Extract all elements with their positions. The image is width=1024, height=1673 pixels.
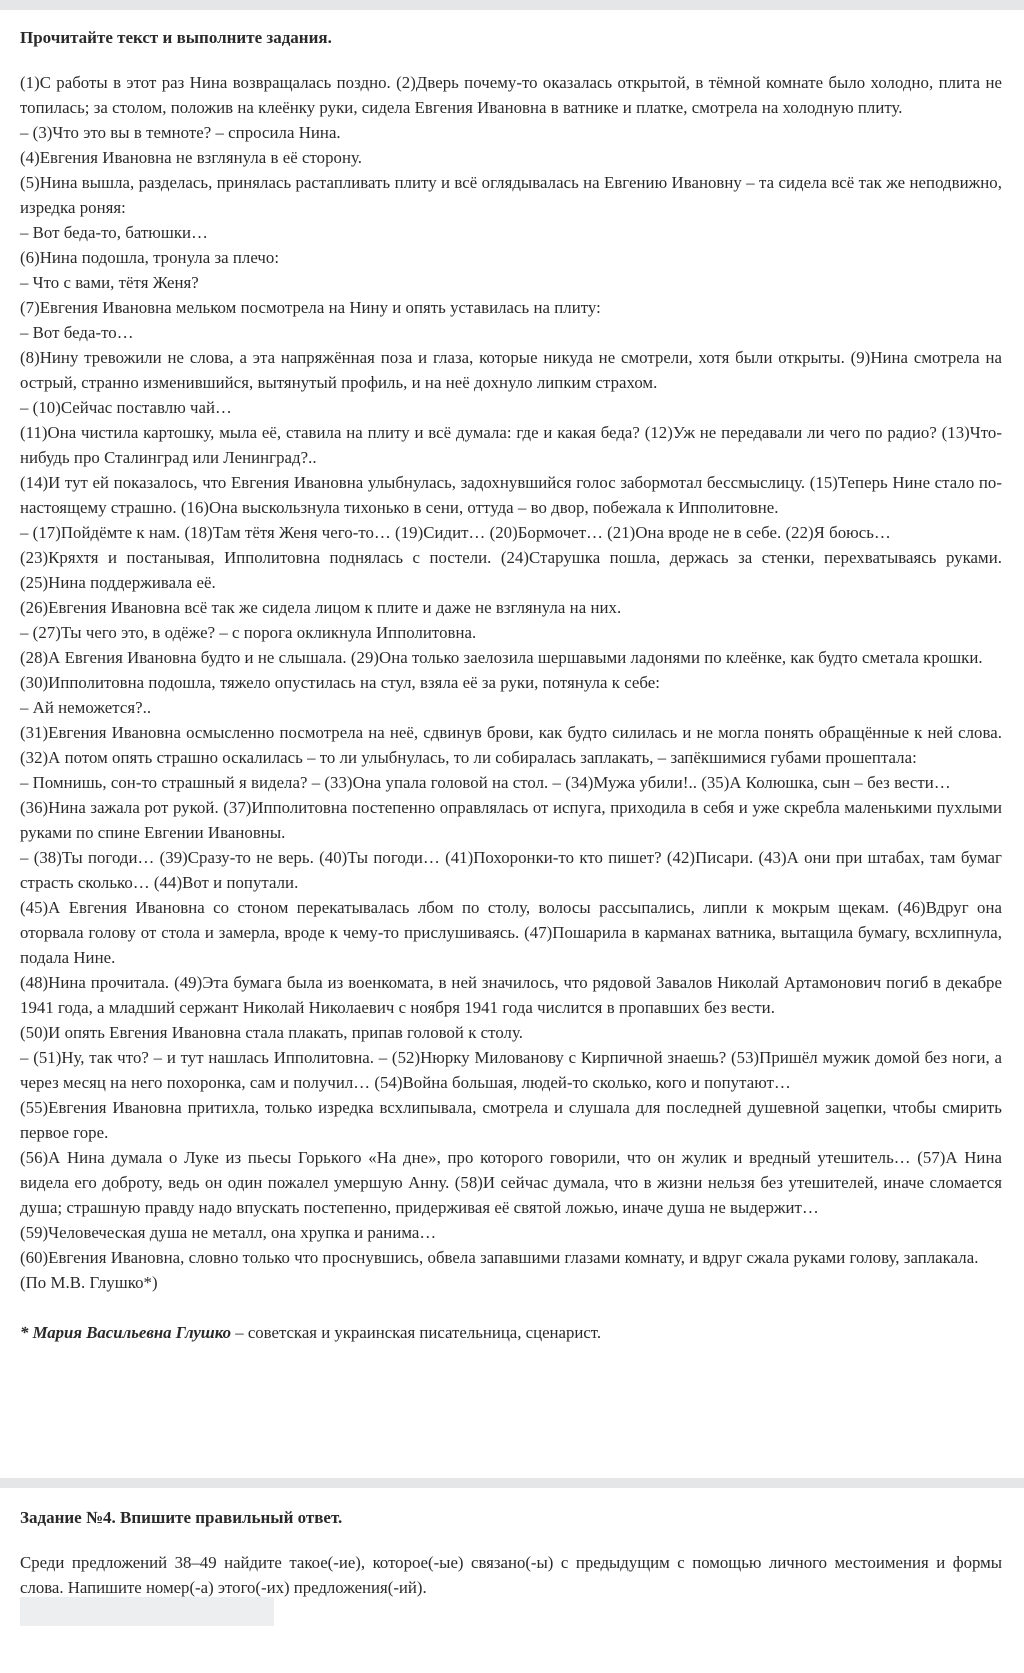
text-paragraph: (1)С работы в этот раз Нина возвращалась поздно. (2)Дверь почему-то оказалась открытой, в тёмной комнате было холодно, плита не топилась; за столом, положив на клеёнку руки, сидела Евгения Ивановна в ватнике и платке, смотрела на холодную плиту. [20, 73, 1002, 117]
text-paragraph: – Вот беда-то, батюшки… [20, 223, 208, 242]
reading-heading: Прочитайте текст и выполните задания. [20, 28, 332, 47]
text-paragraph: (45)А Евгения Ивановна со стоном перекатывалась лбом по столу, волосы рассыпались, липли к мокрым щекам. (46)Вдруг она оторвала голову от стола и замерла, вроде к чему-то прислушиваясь. (47)Пошарила в карманах ватника, вытащила бумагу, всхлипнула, подала Нине. [20, 898, 1002, 967]
text-paragraph: (48)Нина прочитала. (49)Эта бумага была из военкомата, в ней значилось, что рядовой Завалов Николай Артамонович погиб в декабре 1941 года, а младший сержант Николай Николаевич с ноября 1941 года числится в пропавших без вести. [20, 973, 1002, 1017]
answer-input[interactable] [20, 1597, 274, 1626]
text-paragraph: – Вот беда-то… [20, 323, 134, 342]
text-paragraph: (7)Евгения Ивановна мельком посмотрела на Нину и опять уставилась на плиту: [20, 298, 601, 317]
text-paragraph: (28)А Евгения Ивановна будто и не слышала. (29)Она только заелозила шершавыми ладонями по клеёнке, как будто сметала крошки. [20, 648, 983, 667]
author-footnote [20, 1320, 1002, 1345]
text-paragraph: – (10)Сейчас поставлю чай… [20, 398, 232, 417]
text-paragraph: (6)Нина подошла, тронула за плечо: [20, 248, 280, 267]
footnote-author-name: * Мария Васильевна Глушко [20, 1323, 232, 1342]
section-separator-bar [0, 1478, 1024, 1488]
text-paragraph: (59)Человеческая душа не металл, она хрупка и ранима… [20, 1223, 437, 1242]
reading-block [20, 28, 1002, 1345]
text-paragraph: – (3)Что это вы в темноте? – спросила Нина. [20, 123, 341, 142]
text-paragraph: (23)Кряхтя и постанывая, Ипполитовна поднялась с постели. (24)Старушка пошла, держась за стенки, перехватываясь руками. (25)Нина поддерживала её. [20, 548, 1002, 592]
text-paragraph: (56)А Нина думала о Луке из пьесы Горького «На дне», про которого говорили, что он жулик и вредный утешитель… (57)А Нина видела его доброту, ведь он один пожалел умершую Анну. (58)И сейчас думала, что в жизни нельзя без утешителей, иначе сломается душа; страшную правду надо впускать постепенно, придерживая её святой ложью, иначе душа не выдержит… [20, 1148, 1002, 1217]
text-paragraph: – (38)Ты погоди… (39)Сразу-то не верь. (40)Ты погоди… (41)Похоронки-то кто пишет? (42)Писари. (43)А они при штабах, там бумаг страсть сколько… (44)Вот и попутали. [20, 848, 1002, 892]
text-paragraph: (4)Евгения Ивановна не взглянула в её сторону. [20, 148, 362, 167]
text-paragraph: (55)Евгения Ивановна притихла, только изредка всхлипывала, смотрела и слушала для последней душевной зацепки, чтобы смирить первое горе. [20, 1098, 1002, 1142]
text-paragraph: – (27)Ты чего это, в одёже? – с порога окликнула Ипполитовна. [20, 623, 477, 642]
task-title: Задание №4. Впишите правильный ответ. [20, 1508, 343, 1527]
text-paragraph: (36)Нина зажала рот рукой. (37)Ипполитовна постепенно оправлялась от испуга, приходила в себя и уже скребла маленькими пухлыми руками по спине Евгении Ивановны. [20, 798, 1002, 842]
text-paragraph: (60)Евгения Ивановна, словно только что проснувшись, обвела запавшими глазами комнату, и вдруг сжала руками голову, заплакала. [20, 1248, 979, 1267]
task-block [20, 1508, 1002, 1600]
text-paragraph: (5)Нина вышла, разделась, принялась растапливать плиту и всё оглядывалась на Евгению Ивановну – та сидела всё так же неподвижно, изредка роняя: [20, 173, 1002, 217]
text-paragraph: (14)И тут ей показалось, что Евгения Ивановна улыбнулась, задохнувшийся голос забормотал бессмыслицу. (15)Теперь Нине стало по-настоящему страшно. (16)Она выскользнула тихонько в сени, оттуда – во двор, побежала к Ипполитовне. [20, 473, 1002, 517]
top-separator-bar [0, 0, 1024, 10]
text-paragraph: (26)Евгения Ивановна всё так же сидела лицом к плите и даже не взглянула на них. [20, 598, 622, 617]
text-paragraph: (8)Нину тревожили не слова, а эта напряжённая поза и глаза, которые никуда не смотрели, хотя были открыты. (9)Нина смотрела на острый, странно изменившийся, вытянутый профиль, и на неё дохнуло липким страхом. [20, 348, 1002, 392]
text-paragraph: – Ай неможется?.. [20, 698, 152, 717]
text-paragraph: – Помнишь, сон-то страшный я видела? – (33)Она упала головой на стол. – (34)Мужа убили!.. (35)А Колюшка, сын – без вести… [20, 773, 951, 792]
source-attribution: (По М.В. Глушко*) [20, 1273, 158, 1292]
reading-text [20, 70, 1002, 1295]
text-paragraph: (30)Ипполитовна подошла, тяжело опустилась на стул, взяла её за руки, потянула к себе: [20, 673, 660, 692]
text-paragraph: (31)Евгения Ивановна осмысленно посмотрела на неё, сдвинув брови, как будто силилась и не могла понять обращённые к ней слова. (32)А потом опять страшно оскалилась – то ли улыбнулась, то ли собиралась заплакать, – запёкшимися губами прошептала: [20, 723, 1002, 767]
text-paragraph: – Что с вами, тётя Женя? [20, 273, 199, 292]
task-question: Среди предложений 38–49 найдите такое(-ие), которое(-ые) связано(-ы) с предыдущим с помощью личного местоимения и формы слова. Напишите номер(-а) этого(-их) предложения(-ий). [20, 1553, 1002, 1597]
text-paragraph: (50)И опять Евгения Ивановна стала плакать, припав головой к столу. [20, 1023, 523, 1042]
text-paragraph: (11)Она чистила картошку, мыла её, ставила на плиту и всё думала: где и какая беда? (12)Уж не передавали ли чего по радио? (13)Что-нибудь про Сталинград или Ленинград?.. [20, 423, 1002, 467]
footnote-description: – советская и украинская писательница, сценарист. [231, 1323, 602, 1342]
text-paragraph: – (51)Ну, так что? – и тут нашлась Ипполитовна. – (52)Нюрку Милованову с Кирпичной знаешь? (53)Пришёл мужик домой без ноги, а через месяц на него похоронка, сам и получил… (54)Война большая, людей-то сколько, кого и попутают… [20, 1048, 1002, 1092]
text-paragraph: – (17)Пойдёмте к нам. (18)Там тётя Женя чего-то… (19)Сидит… (20)Бормочет… (21)Она вроде не в себе. (22)Я боюсь… [20, 523, 891, 542]
